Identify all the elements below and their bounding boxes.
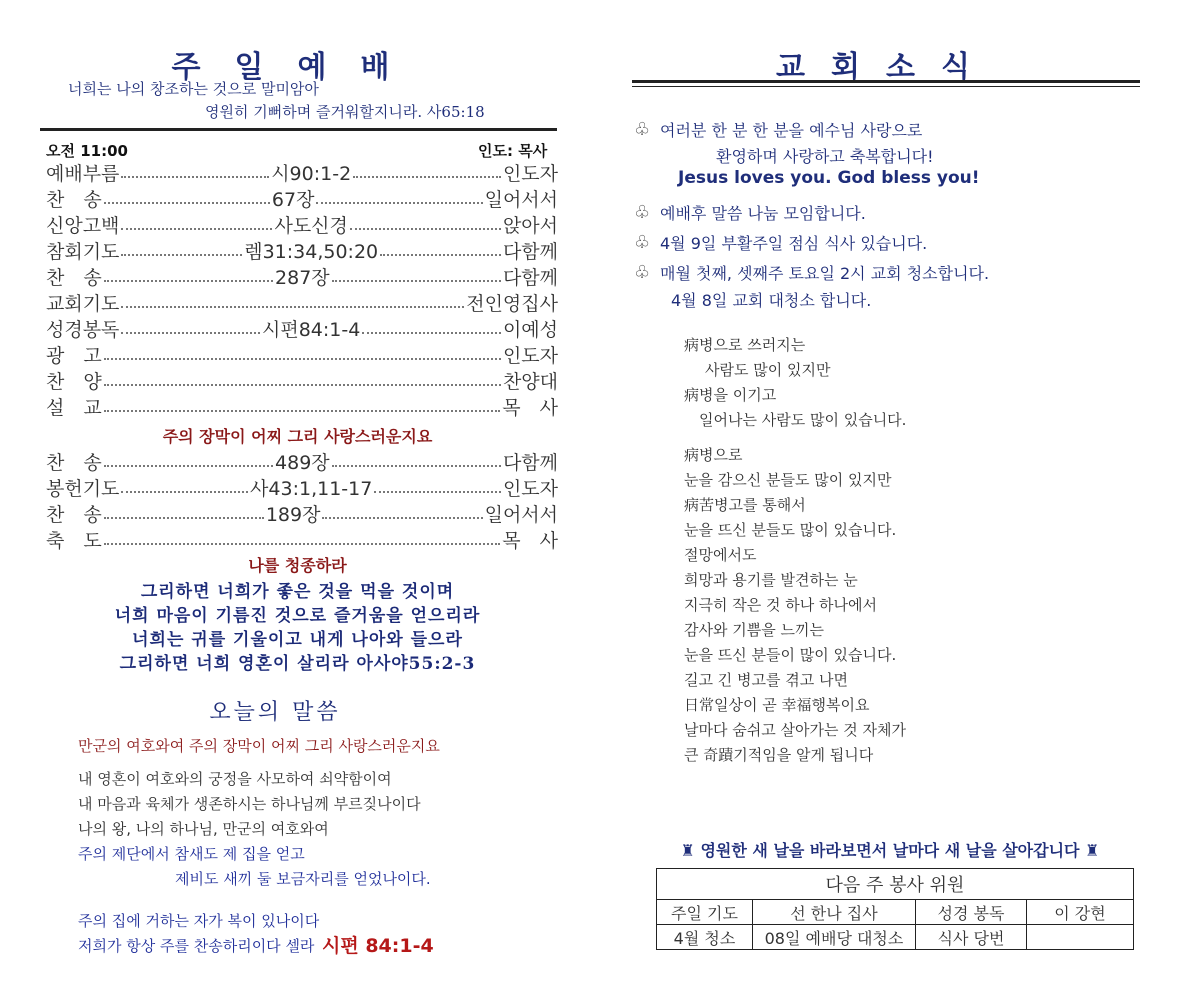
listen-heading: 나를 청종하라	[248, 556, 347, 575]
isaiah-verse-line: 그리하면 너희 영혼이 살리라 아사야55:2-3	[119, 654, 476, 674]
worship-title: 주일예배	[171, 50, 424, 85]
todays-word-title: 오늘의 말씀	[209, 700, 341, 725]
poem-line: 지극히 작은 것 하나 하나에서	[684, 596, 877, 614]
news-line: 환영하며 사랑하고 축복합니다!	[716, 147, 934, 166]
table-cell: 4월 청소	[657, 925, 753, 950]
clover-icon: ♧	[634, 119, 651, 140]
poem-line: 절망에서도	[684, 546, 757, 564]
order-ref: 사43:1,11-17	[250, 477, 373, 500]
psalm-line: 저희가 항상 주를 찬송하리이다 셀라	[78, 937, 315, 955]
order-person: 인도자	[502, 477, 559, 500]
order-person: 찬양대	[502, 370, 558, 393]
table-caption-row	[657, 869, 1134, 900]
news-item: ♧ 예배후 말씀 나눔 모임합니다.	[634, 202, 866, 223]
table-row	[657, 900, 1134, 925]
order-item: 봉헌기도	[46, 477, 120, 500]
order-row	[46, 393, 558, 419]
order-item: 성경봉독	[46, 318, 120, 341]
poem-line: 病병으로 쓰러지는	[684, 336, 806, 354]
isaiah-verse-line: 그리하면 너희가 좋은 것을 먹을 것이며	[140, 582, 455, 602]
order-person: 다함께	[502, 266, 558, 289]
order-person: 목 사	[502, 529, 558, 552]
order-item: 찬 송	[46, 503, 102, 526]
order-ref: 렘31:34,50:20	[244, 240, 379, 263]
isaiah-verse-line: 너희는 귀를 기울이고 내게 나아와 들으라	[132, 630, 463, 650]
order-item: 축 도	[46, 529, 102, 552]
divider	[40, 128, 557, 131]
poem-line: 病병으로	[684, 446, 743, 464]
psalm-line: 주의 제단에서 참새도 제 집을 얻고	[78, 845, 305, 863]
table-cell: 선 한나 집사	[753, 900, 916, 925]
divider	[632, 86, 1140, 87]
opening-verse-2: 영원히 기뻐하며 즐거워할지니라. 사65:18	[205, 103, 485, 121]
poem-line: 큰 奇蹟기적임을 알게 됩니다	[684, 746, 874, 764]
psalm-line: 내 영혼이 여호와의 궁정을 사모하여 쇠약함이여	[78, 770, 392, 788]
order-person: 일어서서	[484, 503, 559, 526]
order-ref: 287장	[275, 266, 330, 289]
order-row	[46, 159, 558, 185]
order-row	[46, 448, 558, 474]
order-row	[46, 526, 558, 552]
poem-line: 일어나는 사람도 많이 있습니다.	[699, 411, 907, 429]
news-line: 4월 8일 교회 대청소 합니다.	[671, 291, 872, 310]
opening-verse-1: 너희는 나의 창조하는 것으로 말미암아	[68, 80, 319, 98]
isaiah-verse-line: 너희 마음이 기름진 것으로 즐거움을 얻으리라	[114, 606, 481, 626]
table-caption: 다음 주 봉사 위원	[657, 869, 1134, 900]
poem-line: 길고 긴 병고를 겪고 나면	[684, 671, 848, 689]
clover-icon: ♧	[634, 262, 651, 283]
order-person: 일어서서	[484, 188, 559, 211]
psalm-line: 주의 집에 거하는 자가 복이 있나이다	[78, 912, 320, 930]
motto-banner: ♜ 영원한 새 날을 바라보면서 날마다 새 날을 살아갑니다 ♜	[680, 841, 1100, 860]
order-person: 다함께	[502, 240, 559, 263]
order-row	[46, 211, 558, 237]
order-item: 찬 송	[46, 451, 102, 474]
sermon-title: 주의 장막이 어찌 그리 사랑스러운지요	[162, 427, 433, 446]
divider	[632, 80, 1140, 83]
order-item: 설 교	[46, 396, 102, 419]
order-ref: 시90:1-2	[271, 162, 352, 185]
clover-icon: ♧	[634, 232, 651, 253]
clover-icon: ♧	[634, 202, 651, 223]
news-item: ♧ 4월 9일 부활주일 점심 식사 있습니다.	[634, 232, 928, 253]
poem-line: 日常일상이 곧 幸福행복이요	[684, 696, 870, 714]
order-item: 찬 양	[46, 370, 102, 393]
order-person: 이예성	[502, 318, 558, 341]
order-row	[46, 289, 558, 315]
order-row	[46, 185, 558, 211]
order-row	[46, 263, 558, 289]
poem-line: 病병을 이기고	[684, 386, 777, 404]
poem-line: 病苦병고를 통해서	[684, 496, 806, 514]
order-item: 광 고	[46, 344, 102, 367]
church-news-title: 교회소식	[776, 50, 996, 85]
order-person: 인도자	[502, 344, 558, 367]
order-row	[46, 341, 558, 367]
order-item: 찬 송	[46, 188, 102, 211]
poem-line: 사람도 많이 있지만	[705, 361, 831, 379]
order-ref: 67장	[271, 188, 315, 211]
table-cell: 성경 봉독	[916, 900, 1027, 925]
table-cell: 주일 기도	[657, 900, 753, 925]
order-ref: 189장	[265, 503, 321, 526]
news-item: ♧ 매월 첫째, 셋째주 토요일 2시 교회 청소합니다.	[634, 262, 990, 283]
order-person: 앉아서	[502, 214, 558, 237]
psalm-line: 내 마음과 육체가 생존하시는 하나님께 부르짖나이다	[78, 795, 421, 813]
order-ref: 489장	[275, 451, 330, 474]
table-row	[657, 925, 1134, 950]
order-item: 참회기도	[46, 240, 120, 263]
news-english: Jesus loves you. God bless you!	[678, 168, 980, 188]
service-leader: 인도: 목사	[478, 142, 548, 160]
poem-line: 감사와 기쁨을 느끼는	[684, 621, 824, 639]
order-person: 인도자	[502, 162, 559, 185]
order-row	[46, 315, 558, 341]
order-row	[46, 367, 558, 393]
order-ref: 시편84:1-4	[262, 318, 361, 341]
table-cell: 이 강현	[1027, 900, 1134, 925]
order-row	[46, 474, 558, 500]
psalm-reference: 시편 84:1-4	[322, 935, 434, 957]
order-row	[46, 500, 558, 526]
order-item: 신앙고백	[46, 214, 120, 237]
table-cell: 08일 예배당 대청소	[753, 925, 916, 950]
service-committee-table	[656, 868, 1134, 950]
psalm-line: 제비도 새끼 둘 보금자리를 얻었나이다.	[175, 870, 431, 888]
order-item: 예배부름	[46, 162, 120, 185]
order-ref: 사도신경	[274, 214, 348, 237]
order-person: 다함께	[502, 451, 558, 474]
order-person: 목 사	[502, 396, 558, 419]
order-person: 전인영집사	[466, 292, 558, 315]
table-cell	[1027, 925, 1134, 950]
poem-line: 날마다 숨쉬고 살아가는 것 자체가	[684, 721, 906, 739]
order-item: 교회기도	[46, 292, 120, 315]
poem-line: 눈을 뜨신 분들이 많이 있습니다.	[684, 646, 897, 664]
order-row	[46, 237, 558, 263]
psalm-first-line: 만군의 여호와여 주의 장막이 어찌 그리 사랑스러운지요	[78, 737, 440, 755]
poem-line: 눈을 뜨신 분들도 많이 있습니다.	[684, 521, 897, 539]
order-item: 찬 송	[46, 266, 102, 289]
poem-line: 희망과 용기를 발견하는 눈	[684, 571, 858, 589]
poem-line: 눈을 감으신 분들도 많이 있지만	[684, 471, 892, 489]
table-cell: 식사 당번	[916, 925, 1027, 950]
news-item: ♧ 여러분 한 분 한 분을 예수님 사랑으로	[634, 119, 923, 140]
service-time: 오전 11:00	[46, 142, 128, 160]
psalm-line: 나의 왕, 나의 하나님, 만군의 여호와여	[78, 820, 329, 838]
